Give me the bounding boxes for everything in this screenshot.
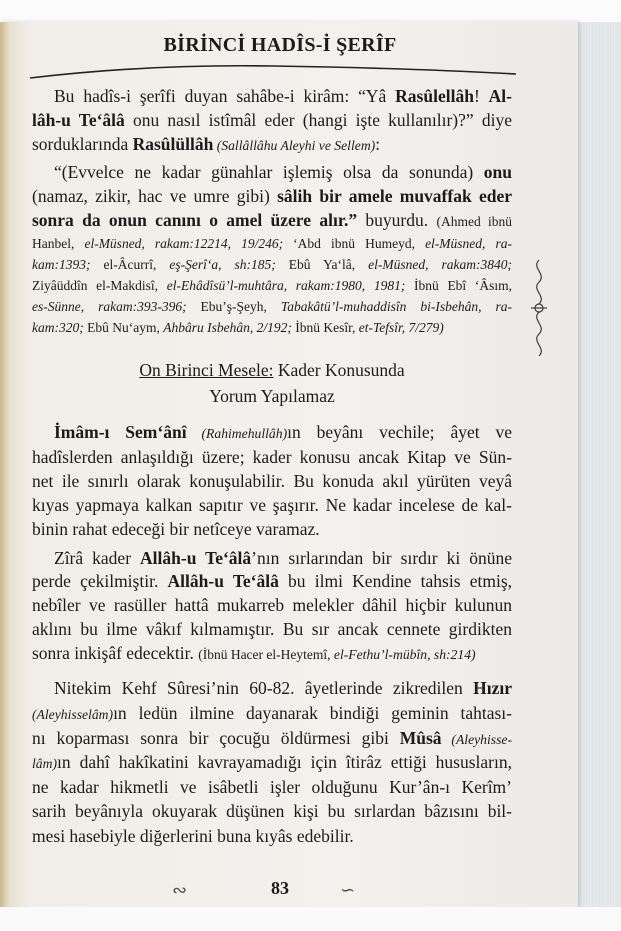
text-line — [32, 801, 512, 822]
text-line — [32, 299, 512, 315]
text-segment: Al- — [488, 86, 512, 106]
text-line — [32, 186, 512, 207]
text-segment: Allâh-u Te‘âlâ — [167, 571, 279, 591]
text-segment: Rasûlellâh — [395, 86, 474, 106]
text-segment: bu ilmi Kendine tahsis etmiş, — [278, 571, 512, 591]
ornament-icon — [527, 258, 551, 358]
text-line — [32, 386, 512, 407]
section-heading: On Birinci Mesele: — [139, 360, 274, 380]
text-segment: net ile sınırlı olarak konuşulabilir. Bu konuda akıl yürüten veyâ — [32, 471, 512, 491]
text-segment: ‘Abd ibnü Humeyd, — [283, 236, 426, 251]
text-segment: el-Müsned, rakam:12214, 19/246; — [84, 236, 284, 251]
text-segment: (İbnü Hacer el-Heytemî, — [198, 647, 334, 662]
text-segment: nı koparması sonra bir çocuğu öldürmesi gibi — [32, 728, 400, 748]
text-segment: el-Ehâdîsü’l-muhtâra, rakam:1980, 1981; — [166, 278, 406, 293]
text-segment: (Ahmed ibnü — [436, 214, 513, 229]
text-segment: Hızır — [473, 678, 512, 698]
text-segment: : — [375, 134, 381, 154]
text-segment: İmâm-ı Sem‘ânî — [54, 422, 187, 442]
text-segment: (Aleyhisse- — [441, 732, 512, 747]
text-segment: ın beyânı vechile; âyet ve — [287, 422, 513, 442]
text-line — [32, 236, 512, 252]
text-segment: el-Âcurrî, — [90, 257, 170, 272]
text-segment: lâh-u Te‘âlâ — [32, 110, 125, 130]
text-line — [32, 471, 512, 492]
text-segment: Bu hadîs-i şerîfi duyan sahâbe-i kirâm: “Yâ — [54, 86, 396, 106]
text-segment: sonra da onun canını o amel üzere alır.” — [32, 210, 358, 230]
text-segment: Ziyâüddîn el-Makdisî, — [32, 278, 167, 293]
text-line — [32, 826, 512, 847]
text-segment: sâlih bir amele muvaffak eder — [277, 186, 512, 206]
text-segment: Zîrâ kader — [54, 548, 141, 568]
text-segment: sonra inkişâf edecektir. — [32, 643, 199, 663]
text-segment: et-Tefsîr, 7/279) — [358, 320, 444, 335]
title-rule — [28, 58, 518, 80]
text-segment: Hanbel, — [32, 236, 85, 251]
text-segment: es-Sünne, rakam:393-396; — [32, 299, 187, 314]
text-line — [32, 447, 512, 468]
text-line — [32, 110, 512, 131]
text-line — [32, 619, 512, 640]
swirl-left-icon: ∾ — [172, 880, 188, 900]
text-segment: lâm) — [32, 756, 58, 771]
text-line — [32, 422, 512, 443]
text-segment: kam:320; — [32, 320, 84, 335]
text-line — [32, 548, 512, 569]
text-line — [32, 320, 512, 336]
text-segment: Yorum Yapılamaz — [209, 386, 335, 406]
text-line — [32, 86, 512, 107]
text-segment: Tabakâtü’l-muhaddisîn bi-Isbehân, ra- — [280, 299, 513, 314]
text-line — [32, 678, 512, 699]
text-segment: buyurdu. — [357, 210, 437, 230]
text-line — [32, 210, 512, 231]
text-segment: el-Müsned, rakam:3840; — [368, 257, 512, 272]
text-segment: ın dahî hakîkatini kavrayamadığı için îtirâz ettiği hususların, — [57, 752, 512, 772]
text-segment: Ebû Nu‘aym, — [83, 320, 164, 335]
text-segment: Mûsâ — [399, 728, 442, 748]
text-line — [32, 643, 512, 664]
text-line — [32, 595, 512, 616]
text-segment: mesi hasebiyle diğerlerini buna kıyâs edebilir. — [32, 826, 354, 846]
text-segment: onu nasıl istîmâl eder (hangi işte kullanılır)?” diye — [124, 110, 512, 130]
text-segment: (Aleyhisselâm) — [32, 707, 114, 722]
chapter-title: BİRİNCİ HADÎS-İ ŞERÎF — [163, 34, 397, 56]
text-segment: “(Evvelce ne kadar günahlar işlemiş olsa da sonunda) — [54, 162, 484, 182]
text-line — [32, 162, 512, 183]
text-line — [32, 519, 512, 540]
page-number: 83 — [271, 878, 289, 898]
text-segment: sarih beyânıyla okuyarak düşünen kişi bu sırlardan bâzısını bil- — [32, 801, 512, 821]
text-line — [32, 257, 512, 273]
text-line — [32, 495, 512, 516]
text-line — [32, 278, 512, 294]
text-line — [32, 728, 512, 749]
text-segment: hadîslerden anlaşıldığı üzere; kader konusu ancak Kitap ve Sün- — [32, 447, 512, 467]
text-segment: nebîler ve rasüller hattâ mukarreb melekler dâhil hiçbir kulunun — [32, 595, 512, 615]
text-line — [32, 777, 512, 798]
text-segment: İbnü Ebî ‘Âsım, — [405, 278, 512, 293]
swirl-right-icon: ∽ — [340, 880, 356, 900]
text-line — [32, 134, 512, 155]
text-line — [32, 752, 512, 773]
text-segment: aklını bu ilme vâkıf kılmamıştır. Bu sır ancak cennete girdikten — [32, 619, 512, 639]
text-segment: ’nın sırlarından bir sırdır ki önüne — [251, 548, 512, 568]
text-line — [32, 703, 512, 724]
text-segment: Rasûlüllâh — [132, 134, 214, 154]
text-line — [32, 571, 512, 592]
text-segment: binin rahat edeceği bir netîceye varamaz. — [32, 519, 320, 539]
text-segment: (namaz, zikir, hac ve umre gibi) — [32, 186, 278, 206]
text-segment: onu — [483, 162, 512, 182]
text-segment: Allâh-u Te‘âlâ — [140, 548, 252, 568]
text-segment: Kader Konusunda — [273, 360, 405, 380]
background — [0, 907, 621, 931]
text-segment: Ebu’ş-Şeyh, — [186, 299, 281, 314]
text-segment: sorduklarında — [32, 134, 133, 154]
text-segment: (Sallâllâhu Aleyhi ve Sellem) — [213, 138, 376, 153]
text-segment: Ahbâru Isbehân, 2/192; — [163, 320, 292, 335]
text-segment: Nitekim Kehf Sûresi’nin 60-82. âyetlerinde zikredilen — [54, 678, 474, 698]
text-segment: ! — [473, 86, 489, 106]
text-segment: ne kadar hikmetli ve isâbetli işler olduğunu Kur’ân-ı Kerîm’ — [32, 777, 512, 797]
text-segment: el-Fethu’l-mübîn, sh:214) — [333, 647, 476, 662]
text-segment: eş-Şerî‘a, sh:185; — [169, 257, 276, 272]
text-line — [32, 360, 512, 381]
text-segment: Ebû Ya‘lâ, — [275, 257, 369, 272]
text-segment: İbnü Kesîr, — [291, 320, 359, 335]
text-segment: el-Müsned, ra- — [425, 236, 513, 251]
text-segment: kıyas yapmaya kalkan sapıtır ve şaşırır. Ne kadar incelese de kal- — [32, 495, 512, 515]
text-segment: perde çekilmiştir. — [32, 571, 168, 591]
text-segment: ın ledün ilmine dayanarak bindiği geminin tahtası- — [113, 703, 512, 723]
text-segment: (Rahimehullâh) — [186, 426, 288, 441]
text-segment: kam:1393; — [32, 257, 91, 272]
